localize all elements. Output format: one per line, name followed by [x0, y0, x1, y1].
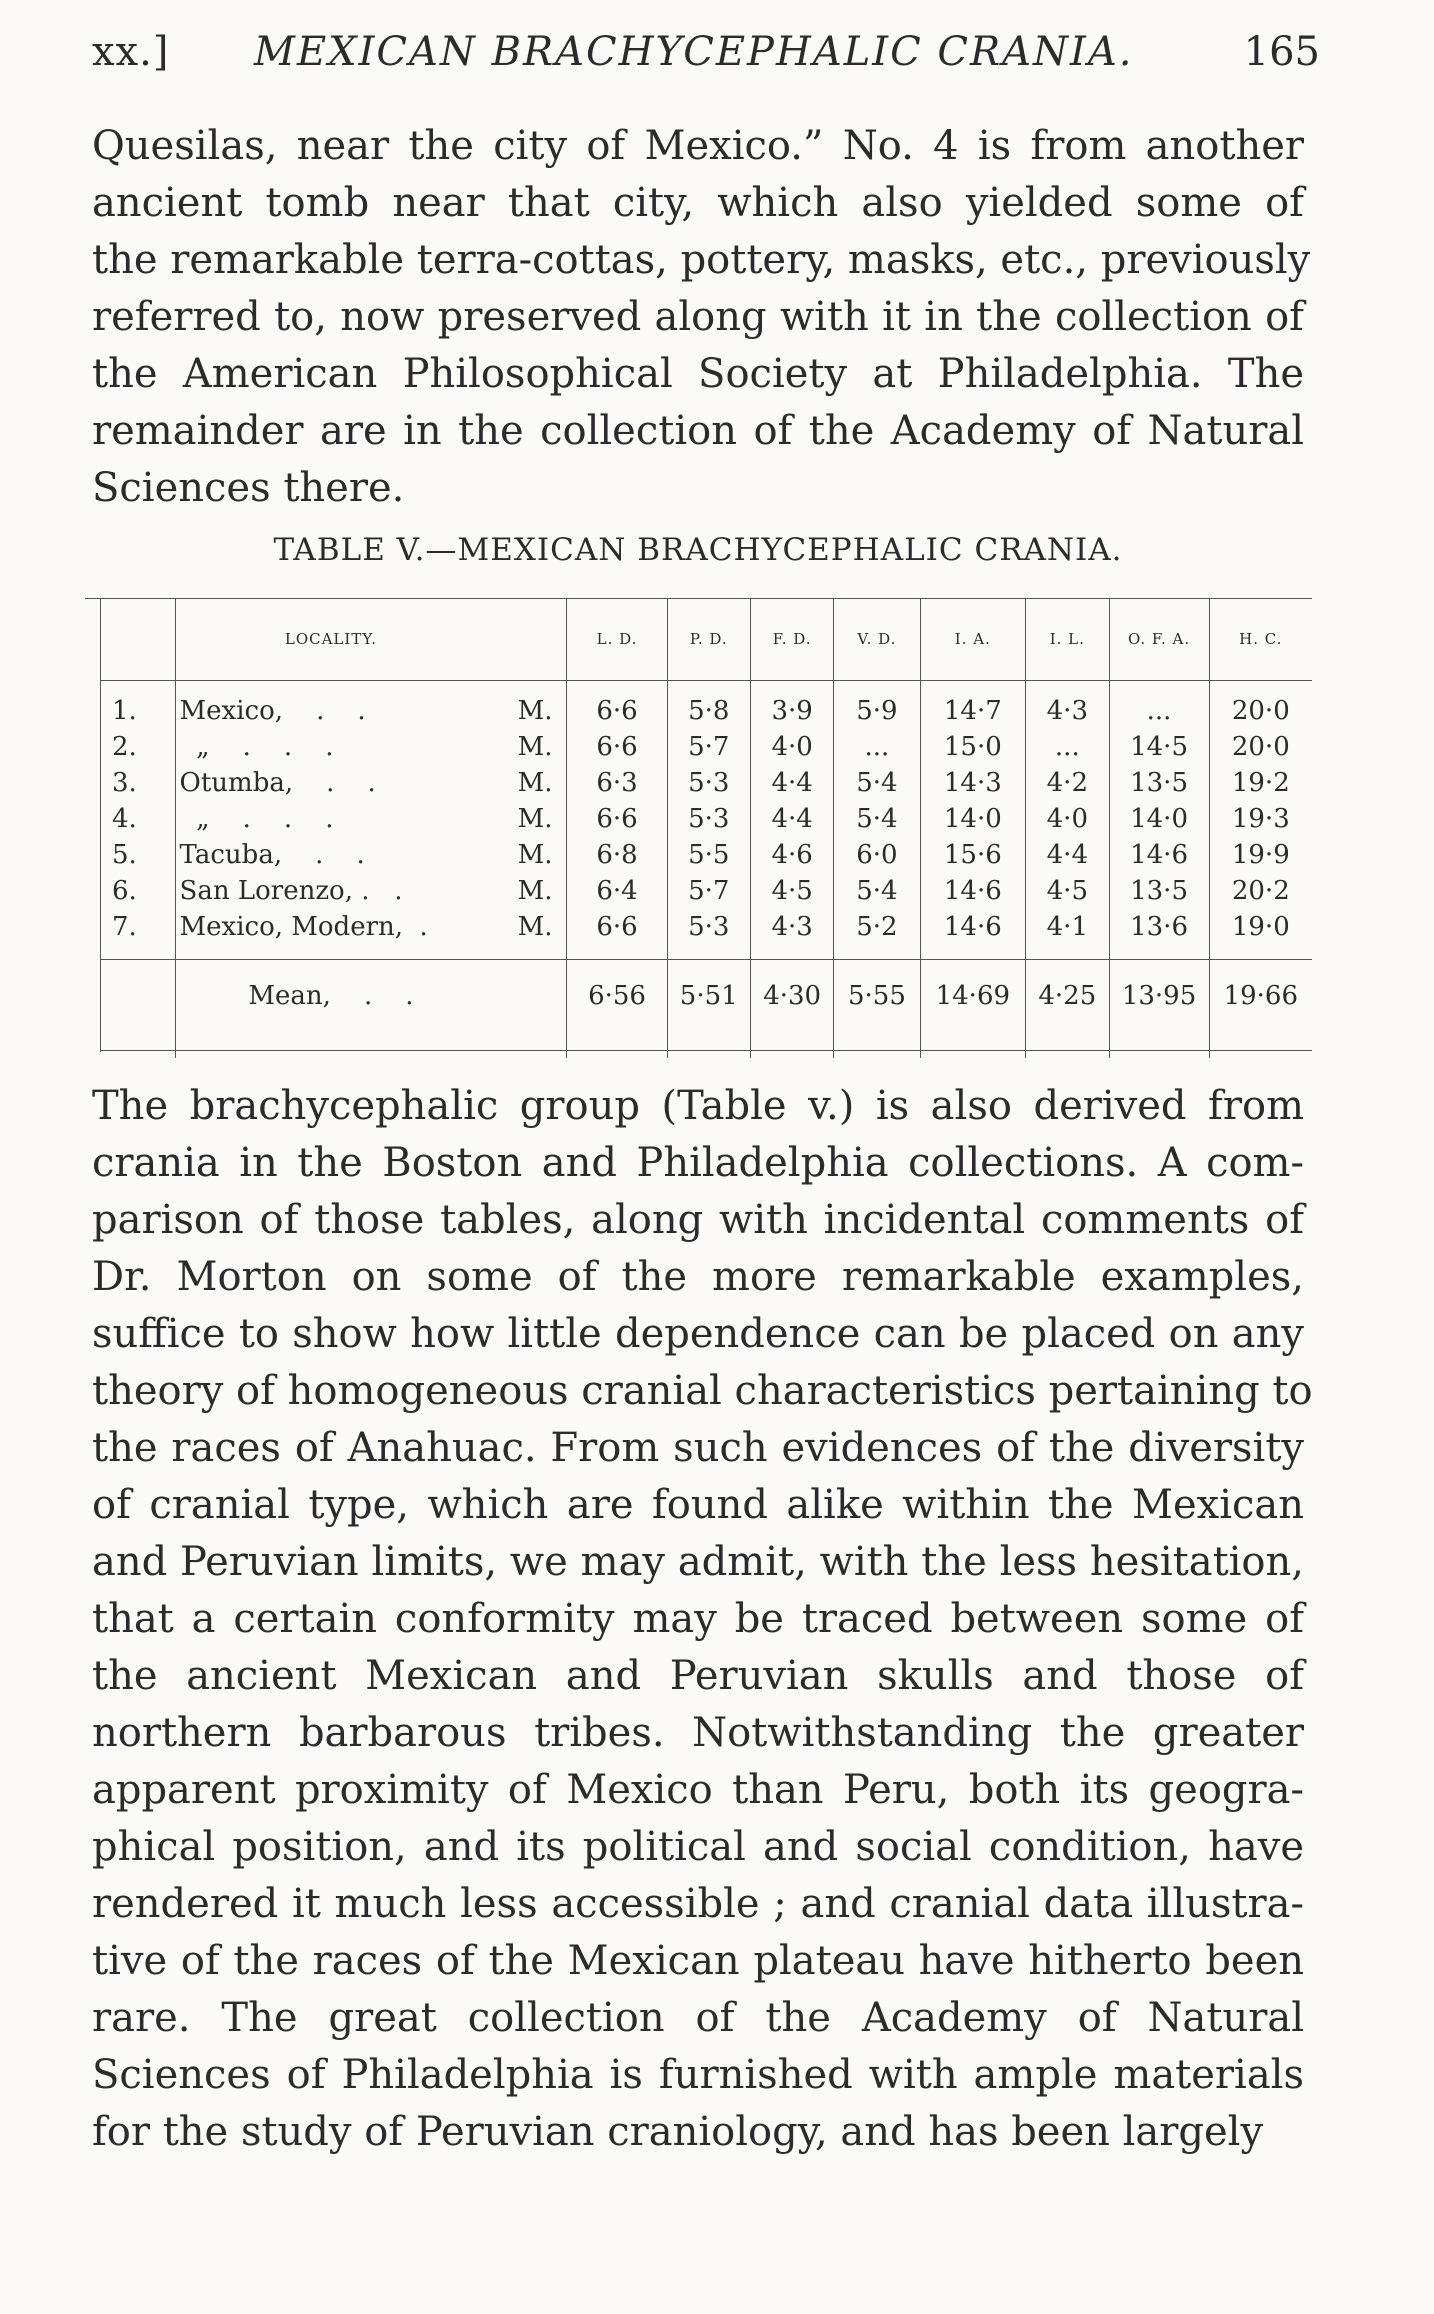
- measurement-cell: 5·4: [834, 765, 920, 801]
- measurement-cell: 5·8: [667, 681, 750, 730]
- spacer-cell: [667, 1032, 750, 1058]
- table-row: [100, 837, 1312, 873]
- measurement-cell: 6·6: [567, 681, 667, 730]
- measurement-cell: 20·2: [1209, 873, 1312, 909]
- sex-cell: M.: [517, 732, 553, 762]
- measurement-cell: 6·6: [567, 801, 667, 837]
- measurement-cell: 6·4: [567, 873, 667, 909]
- row-number: 5.: [112, 840, 137, 870]
- spacer-cell: [750, 1032, 833, 1058]
- paragraph-discussion: [92, 1078, 1313, 2161]
- spacer-cell: [567, 1032, 667, 1058]
- text-line: crania in the Boston and Philadelphia collections. A com-: [92, 1140, 1304, 1186]
- text-line: The brachycephalic group (Table v.) is also derived from: [92, 1083, 1304, 1129]
- text-line: that a certain conformity may be traced between some of: [92, 1596, 1304, 1642]
- sex-cell: M.: [517, 876, 553, 906]
- paragraph-intro: [92, 118, 1311, 517]
- sex-cell: M.: [517, 768, 553, 798]
- measurement-cell: 6·3: [567, 765, 667, 801]
- text-line: phical position, and its political and social condition, have: [92, 1824, 1304, 1870]
- measurement-cell: 5·5: [667, 837, 750, 873]
- column-header: I. A.: [920, 598, 1026, 681]
- measurement-cell: 14·5: [1109, 729, 1209, 765]
- measurement-cell: 20·0: [1209, 729, 1312, 765]
- page-number: 165: [1243, 29, 1320, 75]
- spacer-cell: [1209, 1032, 1312, 1058]
- measurement-cell: 13·5: [1109, 765, 1209, 801]
- measurement-cell: 6·8: [567, 837, 667, 873]
- measurement-cell: 6·6: [567, 729, 667, 765]
- measurement-cell: 5·3: [667, 765, 750, 801]
- text-line: the races of Anahuac. From such evidences of the diversity: [92, 1425, 1304, 1471]
- measurement-cell: ...: [834, 729, 920, 765]
- measurement-cell: 4·0: [1026, 801, 1109, 837]
- measurement-cell: 19·0: [1209, 909, 1312, 960]
- table-row: [100, 765, 1312, 801]
- locality-cell: „ . . .: [175, 801, 486, 837]
- measurement-cell: 14·3: [920, 765, 1026, 801]
- measurement-cell: 19·3: [1209, 801, 1312, 837]
- column-header: V. D.: [834, 598, 920, 681]
- spacer-cell: [486, 1032, 567, 1058]
- row-number: 7.: [112, 912, 137, 942]
- text-line: Quesilas, near the city of Mexico.” No. 4 is from another: [92, 123, 1304, 169]
- crania-table: [100, 598, 1312, 1058]
- measurement-cell: 5·3: [667, 801, 750, 837]
- column-header: [100, 598, 175, 681]
- text-line: and Peruvian limits, we may admit, with the less hesitation,: [92, 1539, 1304, 1585]
- text-line: the American Philosophical Society at Philadelphia. The: [92, 351, 1304, 397]
- column-header: O. F. A.: [1109, 598, 1209, 681]
- table-row: [100, 681, 1312, 730]
- measurement-cell: 4·4: [750, 765, 833, 801]
- text-line: of cranial type, which are found alike within the Mexican: [92, 1482, 1304, 1528]
- measurement-cell: 3·9: [750, 681, 833, 730]
- measurement-cell: 5·4: [834, 873, 920, 909]
- sex-cell: M.: [517, 696, 553, 726]
- locality-cell: Otumba, . .: [175, 765, 486, 801]
- locality-cell: Mean, . .: [175, 960, 486, 1033]
- spacer-cell: [1109, 1032, 1209, 1058]
- measurement-cell: 19·9: [1209, 837, 1312, 873]
- measurement-cell: 19·2: [1209, 765, 1312, 801]
- measurement-cell: 5·4: [834, 801, 920, 837]
- crania-table-container: [100, 598, 1312, 1052]
- measurement-cell: 4·5: [1026, 873, 1109, 909]
- measurement-cell: 14·6: [920, 909, 1026, 960]
- text-line: theory of homogeneous cranial characteristics pertaining to: [92, 1368, 1313, 1414]
- running-head: [92, 22, 1320, 82]
- spacer-cell: [1026, 1032, 1109, 1058]
- mean-row: [100, 960, 1312, 1033]
- measurement-cell: 4·4: [1026, 837, 1109, 873]
- row-number: 2.: [112, 732, 137, 762]
- spacer-cell: [100, 1032, 175, 1058]
- row-number: 4.: [112, 804, 137, 834]
- text-line: Dr. Morton on some of the more remarkable examples,: [92, 1254, 1304, 1300]
- text-line: the ancient Mexican and Peruvian skulls and those of: [92, 1653, 1304, 1699]
- table-spacer-row: [100, 1032, 1312, 1058]
- measurement-cell: 14·6: [1109, 837, 1209, 873]
- table-bottom-rule: [100, 1050, 1312, 1051]
- measurement-cell: 4·4: [750, 801, 833, 837]
- measurement-cell: 5·9: [834, 681, 920, 730]
- measurement-cell: 6·6: [567, 909, 667, 960]
- measurement-cell: 4·1: [1026, 909, 1109, 960]
- sex-cell: M.: [517, 840, 553, 870]
- spacer-cell: [834, 1032, 920, 1058]
- measurement-cell: 20·0: [1209, 681, 1312, 730]
- measurement-cell: 4·6: [750, 837, 833, 873]
- measurement-cell: 14·0: [1109, 801, 1209, 837]
- row-number: [100, 960, 175, 1033]
- table-row: [100, 801, 1312, 837]
- measurement-cell: 5·2: [834, 909, 920, 960]
- locality-cell: Tacuba, . .: [175, 837, 486, 873]
- measurement-cell: 5·3: [667, 909, 750, 960]
- measurement-cell: 14·6: [920, 873, 1026, 909]
- measurement-cell: 5·55: [834, 960, 920, 1033]
- measurement-cell: 13·6: [1109, 909, 1209, 960]
- row-number: 6.: [112, 876, 137, 906]
- measurement-cell: 15·6: [920, 837, 1026, 873]
- measurement-cell: 5·51: [667, 960, 750, 1033]
- measurement-cell: 13·5: [1109, 873, 1209, 909]
- spacer-cell: [920, 1032, 1026, 1058]
- running-title: MEXICAN BRACHYCEPHALIC CRANIA.: [254, 29, 1134, 75]
- chapter-marker: xx.]: [92, 29, 170, 75]
- locality-cell: Mexico, . .: [175, 681, 486, 730]
- measurement-cell: 4·25: [1026, 960, 1109, 1033]
- measurement-cell: 19·66: [1209, 960, 1312, 1033]
- text-line: suffice to show how little dependence can be placed on any: [92, 1311, 1304, 1357]
- column-header: LOCALITY.: [175, 598, 486, 681]
- text-line: rendered it much less accessible ; and cranial data illustra-: [92, 1881, 1304, 1927]
- text-line: for the study of Peruvian craniology, and has been largely: [92, 2109, 1264, 2155]
- measurement-cell: ...: [1109, 681, 1209, 730]
- column-header: I. L.: [1026, 598, 1109, 681]
- measurement-cell: 4·3: [750, 909, 833, 960]
- row-number: 3.: [112, 768, 137, 798]
- locality-cell: „ . . .: [175, 729, 486, 765]
- text-line: rare. The great collection of the Academy of Natural: [92, 1995, 1304, 2041]
- text-line: northern barbarous tribes. Notwithstanding the greater: [92, 1710, 1304, 1756]
- text-line: tive of the races of the Mexican plateau have hitherto been: [92, 1938, 1304, 1984]
- measurement-cell: 13·95: [1109, 960, 1209, 1033]
- table-row: [100, 873, 1312, 909]
- text-line: the remarkable terra-cottas, pottery, masks, etc., previously: [92, 237, 1311, 283]
- sex-cell: [486, 960, 567, 1033]
- measurement-cell: 14·7: [920, 681, 1026, 730]
- measurement-cell: 6·56: [567, 960, 667, 1033]
- spacer-cell: [175, 1032, 486, 1058]
- measurement-cell: 6·0: [834, 837, 920, 873]
- column-header: H. C.: [1209, 598, 1312, 681]
- text-line: remainder are in the collection of the Academy of Natural: [92, 408, 1304, 454]
- table-header-row: [100, 598, 1312, 681]
- locality-cell: Mexico, Modern, .: [175, 909, 486, 960]
- locality-cell: San Lorenzo, . .: [175, 873, 486, 909]
- measurement-cell: ...: [1026, 729, 1109, 765]
- sex-cell: M.: [517, 912, 553, 942]
- text-line: parison of those tables, along with incidental comments of: [92, 1197, 1304, 1243]
- column-header: P. D.: [667, 598, 750, 681]
- measurement-cell: 5·7: [667, 873, 750, 909]
- table-body: [100, 681, 1312, 1059]
- text-line: ancient tomb near that city, which also yielded some of: [92, 180, 1304, 226]
- text-line: referred to, now preserved along with it in the collection of: [92, 294, 1304, 340]
- measurement-cell: 4·3: [1026, 681, 1109, 730]
- measurement-cell: 4·0: [750, 729, 833, 765]
- table-row: [100, 909, 1312, 960]
- column-header: F. D.: [750, 598, 833, 681]
- table-caption: TABLE V.—MEXICAN BRACHYCEPHALIC CRANIA.: [273, 532, 1123, 568]
- measurement-cell: 5·7: [667, 729, 750, 765]
- column-header: [486, 598, 567, 681]
- measurement-cell: 15·0: [920, 729, 1026, 765]
- row-number: 1.: [112, 696, 137, 726]
- text-line: Sciences of Philadelphia is furnished with ample materials: [92, 2052, 1304, 2098]
- measurement-cell: 14·0: [920, 801, 1026, 837]
- sex-cell: M.: [517, 804, 553, 834]
- column-header: L. D.: [567, 598, 667, 681]
- measurement-cell: 14·69: [920, 960, 1026, 1033]
- text-line: apparent proximity of Mexico than Peru, both its geogra-: [92, 1767, 1304, 1813]
- text-line: Sciences there.: [92, 465, 405, 511]
- measurement-cell: 4·5: [750, 873, 833, 909]
- table-row: [100, 729, 1312, 765]
- measurement-cell: 4·30: [750, 960, 833, 1033]
- measurement-cell: 4·2: [1026, 765, 1109, 801]
